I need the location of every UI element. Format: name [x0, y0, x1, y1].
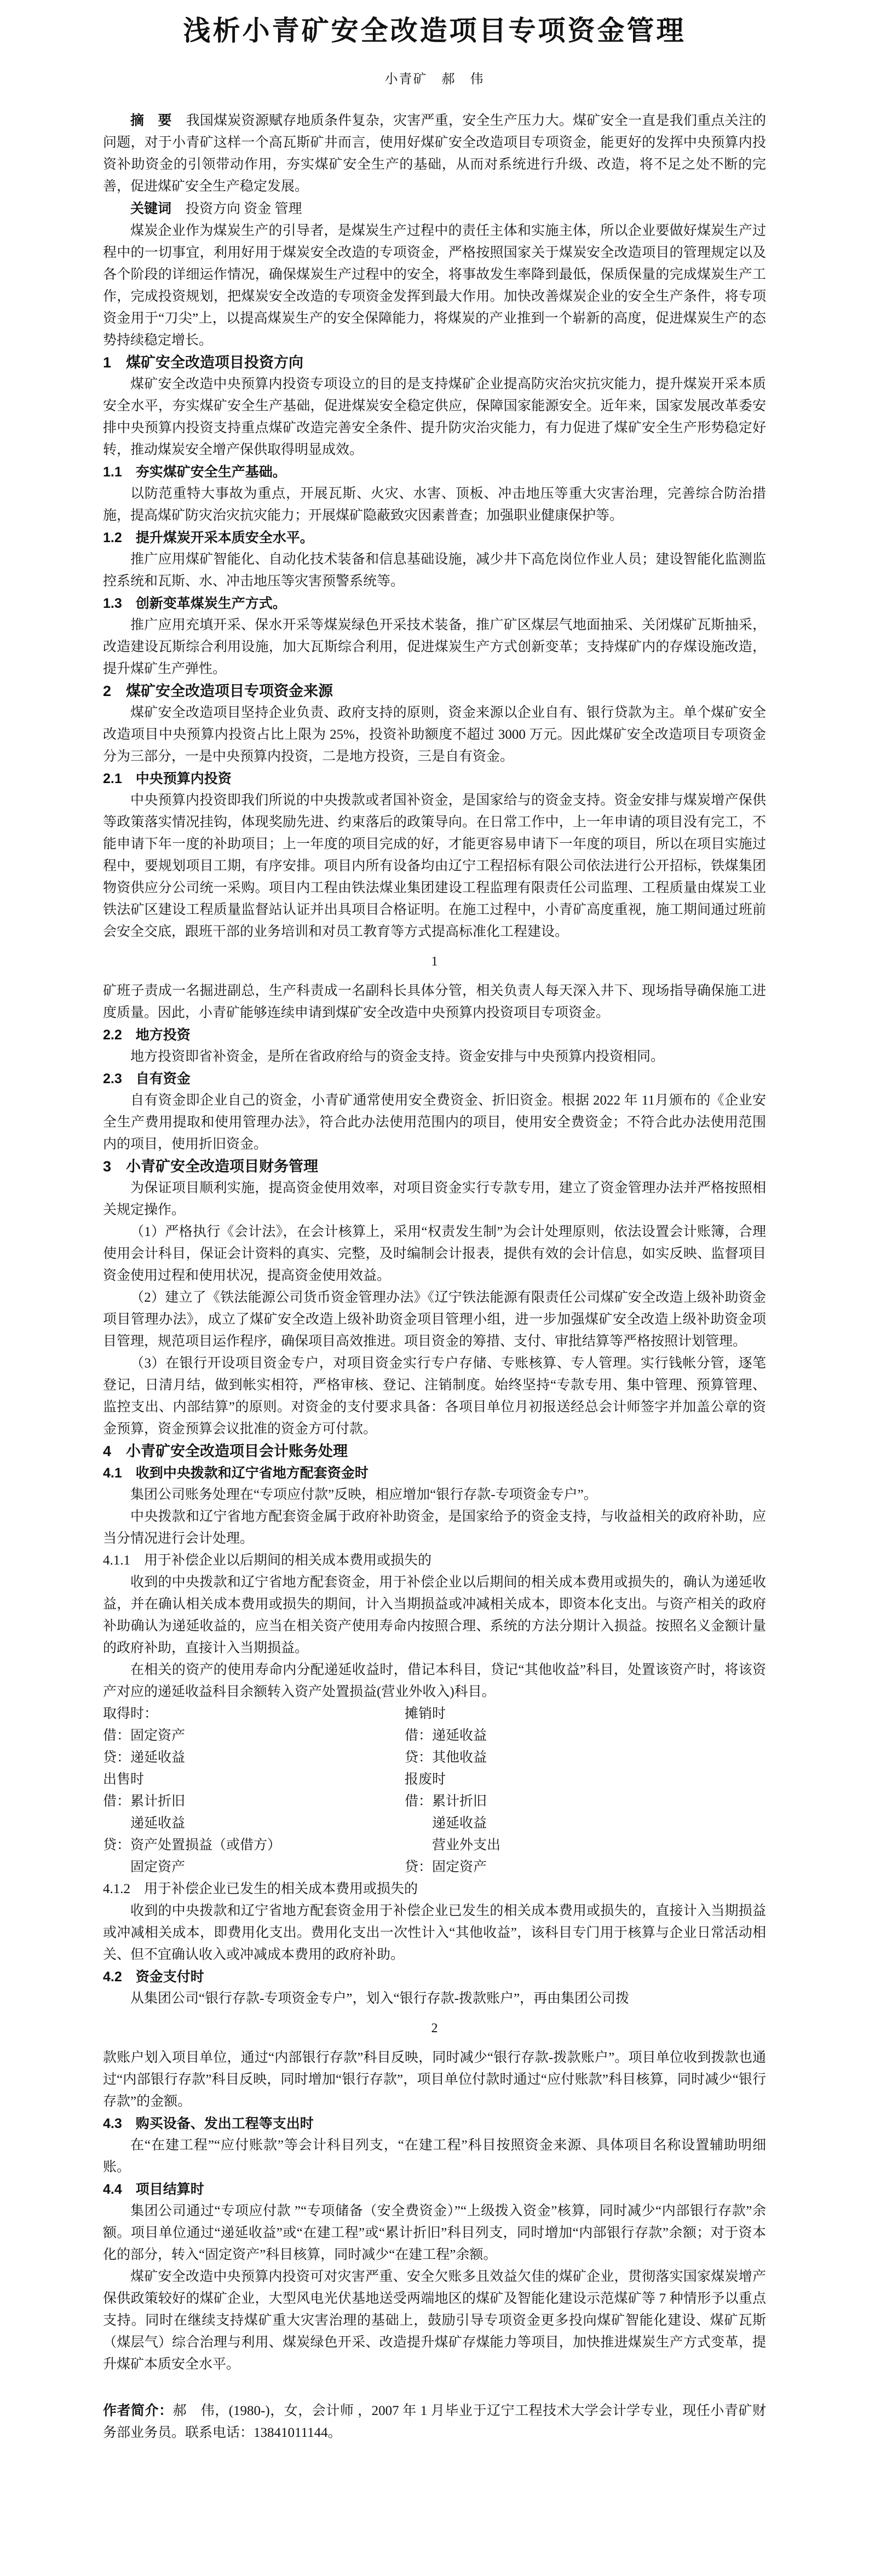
journal-column-left: [103, 1703, 405, 1878]
journal-entry-line: 取得时：: [103, 1706, 158, 1721]
journal-entry-line: 借：累计折旧: [405, 1794, 487, 1809]
paragraph: 煤矿安全改造中央预算内投资可对灾害严重、安全欠账多且效益欠佳的煤矿企业，贯彻落实国家煤炭增产保供政策较好的煤矿企业，大型风电光伏基地送受两端地区的煤矿及智能化建设示范煤矿等 7 种情形予以重点支持。同时在继续支持煤矿重大灾害治理的基础上，鼓励引导专项资金更多投向煤矿智能化建设、煤矿瓦斯（煤层气）综合治理与利用、煤炭绿色开采、改造提升煤矿存煤能力等项目，加快推进煤炭生产方式变革，提升煤矿本质安全水平。: [103, 2269, 766, 2372]
subsection-heading: 1.3 创新变革煤炭生产方式。: [103, 596, 286, 611]
paragraph: 集团公司通过“专项应付款 ”“专项储备（安全费资金）”“上级拨入资金”核算，同时减少“内部银行存款”余额。项目单位通过“递延收益”或“在建工程”或“累计折旧”科目列支，同时增加“内部银行存款”余额；对于资本化的部分，转入“固定资产”科目核算，同时减少“在建工程”余额。: [103, 2204, 766, 2262]
paragraph: 地方投资即省补资金，是所在省政府给与的资金支持。资金安排与中央预算内投资相同。: [130, 1049, 665, 1064]
abstract-label: 摘 要: [130, 113, 172, 128]
section-heading: 2 煤矿安全改造项目专项资金来源: [103, 683, 333, 699]
subsubsection-heading: 4.1.1 用于补偿企业以后期间的相关成本费用或损失的: [103, 1553, 432, 1568]
paragraph: 推广应用充填开采、保水开采等煤炭绿色开采技术装备，推广矿区煤层气地面抽采、关闭煤矿瓦斯抽采，改造建设瓦斯综合利用设施，加大瓦斯综合利用，促进煤炭生产方式创新变革；支持煤矿内的存煤设施改造，提升煤矿生产弹性。: [103, 618, 766, 676]
journal-entry-line: 贷：固定资产: [405, 1860, 487, 1875]
paragraph: 为保证项目顺利实施，提高资金使用效率，对项目资金实行专款专用，建立了资金管理办法并严格按照相关规定操作。: [103, 1181, 766, 1217]
journal-entry-line: 出售时: [103, 1772, 145, 1787]
paragraph: 煤炭企业作为煤炭生产的引导者，是煤炭生产过程中的责任主体和实施主体，所以企业要做好煤炭生产过程中的一切事宜，利用好用于煤炭安全改造的专项资金，严格按照国家关于煤炭安全改造项目的管理规定以及各个阶段的详细运作情况，确保煤炭生产过程中的安全，将事故发生率降到最低，保质保量的完成煤炭生产工作，完成投资规划，把煤炭安全改造的专项资金发挥到最大作用。加快改善煤炭企业的安全生产条件，将专项资金用于“刀尖”上，以提高煤炭生产的安全保障能力，将煤炭的产业推到一个崭新的高度，促进煤炭生产的态势持续稳定增长。: [103, 223, 766, 348]
section-heading: 1 煤矿安全改造项目投资方向: [103, 354, 304, 371]
subsection-heading: 4.3 购买设备、发出工程等支出时: [103, 2116, 314, 2131]
page-number: 2: [431, 2021, 438, 2036]
paragraph: 矿班子责成一名掘进副总，生产科责成一名副科长具体分管，相关负责人每天深入井下、现场指导确保施工进度质量。因此，小青矿能够连续申请到煤矿安全改造中央预算内投资项目专项资金。: [103, 984, 766, 1020]
paragraph: 以防范重特大事故为重点，开展瓦斯、火灾、水害、顶板、冲击地压等重大灾害治理，完善综合防治措施，提高煤矿防灾治灾抗灾能力；开展煤矿隐蔽致灾因素普查；加强职业健康保护等。: [103, 486, 766, 523]
author-bio-text: 郝 伟，(1980-)，女，会计师 ，2007 年 1 月毕业于辽宁工程技术大学会计学专业，现任小青矿财务部业务员。联系电话：13841011144。: [103, 2404, 766, 2440]
journal-entry-line: 营业外支出: [405, 1838, 501, 1853]
section-heading: 4 小青矿安全改造项目会计账务处理: [103, 1443, 348, 1459]
paper-title: 浅析小青矿安全改造项目专项资金管理: [183, 15, 686, 46]
paragraph: （2）建立了《铁法能源公司货币资金管理办法》《辽宁铁法能源有限责任公司煤矿安全改造上级补助资金项目管理办法》，成立了煤矿安全改造上级补助资金项目管理小组，进一步加强煤矿安全改造上级补助资金项目管理，规范项目运作程序，确保项目高效推进。项目资金的筹措、支付、审批结算等严格按照计划管理。: [103, 1290, 766, 1349]
keywords-line-label: 关键词: [130, 201, 172, 216]
journal-entry-line: 递延收益: [405, 1816, 487, 1831]
paragraph: 中央拨款和辽宁省地方配套资金属于政府补助资金，是国家给予的资金支持，与收益相关的政府补助，应当分情况进行会计处理。: [103, 1509, 766, 1546]
paragraph: 收到的中央拨款和辽宁省地方配套资金，用于补偿企业以后期间的相关成本费用或损失的，确认为递延收益，并在确认相关成本费用或损失的期间，计入当期损益或冲减相关成本，即资本化支出。与资产相关的政府补助确认为递延收益的，应当在相关资产使用寿命内按照合理、系统的方法分期计入损益。按照名义金额计量的政府补助，直接计入当期损益。: [103, 1575, 766, 1655]
abstract-text: 我国煤炭资源赋存地质条件复杂，灾害严重，安全生产压力大。煤矿安全一直是我们重点关注的问题，对于小青矿这样一个高瓦斯矿井而言，使用好煤矿安全改造项目专项资金，能更好的发挥中央预算内投资补助资金的引领带动作用，夯实煤矿安全生产的基础，从而对系统进行升级、改造，将不足之处不断的完善，促进煤矿安全生产稳定发展。: [103, 113, 766, 194]
paragraph: 中央预算内投资即我们所说的中央拨款或者国补资金，是国家给与的资金支持。资金安排与煤炭增产保供等政策落实情况挂钩，体现奖励先进、约束落后的政策导向。在日常工作中，上一年申请的项目没有完工，不能申请下年一度的补助项目；上一年度的项目完成的好，才能更容易申请下一年度的项目，所以在项目实施过程中，要规划项目工期，有序安排。项目内所有设备均由辽宁工程招标有限公司依法进行公开招标，铁煤集团物资供应分公司统一采购。项目内工程由铁法煤业集团建设工程监理有限责任公司监理、工程质量由煤炭工业铁法矿区建设工程质量监督站认证并出具项目合格证明。在施工过程中，小青矿高度重视，施工期间通过班前会安全交底，跟班干部的业务培训和对员工教育等方式提高标准化工程建设。: [103, 793, 766, 939]
journal-entry-line: 摊销时: [405, 1706, 446, 1721]
author-bio-label: 作者简介：: [103, 2403, 173, 2418]
subsection-heading: 4.1 收到中央拨款和辽宁省地方配套资金时: [103, 1465, 369, 1481]
subsection-heading: 2.3 自有资金: [103, 1071, 191, 1086]
abstract: [103, 110, 766, 198]
subsection-heading: 4.4 项目结算时: [103, 2182, 204, 2197]
keywords-line-text: 投资方向 资金 管理: [186, 202, 302, 216]
journal-entry-line: 借：累计折旧: [103, 1794, 186, 1809]
subsection-heading: 2.1 中央预算内投资: [103, 771, 232, 786]
paragraph: 推广应用煤矿智能化、自动化技术装备和信息基础设施，减少井下高危岗位作业人员；建设智能化监测监控系统和瓦斯、水、冲击地压等灾害预警系统等。: [103, 552, 766, 589]
subsection-heading: 4.2 资金支付时: [103, 1969, 204, 1985]
journal-entry-line: 贷：其他收益: [405, 1750, 487, 1765]
subsection-heading: 1.2 提升煤炭开采本质安全水平。: [103, 530, 314, 545]
journal-entry-line: 递延收益: [103, 1816, 186, 1831]
page-number: 1: [431, 955, 438, 969]
section-heading: 3 小青矿安全改造项目财务管理: [103, 1158, 319, 1175]
subsubsection-heading: 4.1.2 用于补偿企业已发生的相关成本费用或损失的: [103, 1882, 418, 1896]
journal-entries: [103, 1703, 766, 1878]
paragraph: 在相关的资产的使用寿命内分配递延收益时，借记本科目，贷记“其他收益”科目，处置该资产时，将该资产对应的递延收益科目余额转入资产处置损益(营业外收入)科目。: [103, 1663, 766, 1699]
subsection-heading: 2.2 地方投资: [103, 1027, 191, 1043]
journal-entry-line: 报废时: [405, 1772, 446, 1787]
subsection-heading: 1.1 夯实煤矿安全生产基础。: [103, 464, 286, 480]
journal-entry-line: 借：递延收益: [405, 1728, 487, 1743]
author-line: 小青矿 郝 伟: [384, 72, 485, 87]
author-bio: [103, 2400, 766, 2444]
paragraph: （3）在银行开设项目资金专户，对项目资金实行专户存储、专账核算、专人管理。实行钱帐分管，逐笔登记，日清月结，做到帐实相符，严格审核、登记、注销制度。始终坚持“专款专用、集中管理、预算管理、监控支出、内部结算”的原则。对资金的支付要求具备：各项目单位月初报送经总会计师签字并加盖公章的资金预算，资金预算会议批准的资金方可付款。: [103, 1356, 766, 1436]
paragraph: （1）严格执行《会计法》，在会计核算上，采用“权责发生制”为会计处理原则，依法设置会计账簿，合理使用会计科目，保证会计资料的真实、完整，及时编制会计报表，提供有效的会计信息，如实反映、监督项目资金使用过程和使用状况，提高资金使用效益。: [103, 1224, 766, 1283]
paragraph: 从集团公司“银行存款-专项资金专户”，划入“银行存款-拨款账户”，再由集团公司拨: [130, 1991, 630, 2006]
paragraph: 集团公司账务处理在“专项应付款”反映，相应增加“银行存款-专项资金专户”。: [130, 1487, 597, 1502]
keywords-line: [103, 198, 766, 220]
journal-column-right: [405, 1703, 766, 1878]
paragraph: 煤矿安全改造项目坚持企业负责、政府支持的原则，资金来源以企业自有、银行贷款为主。单个煤矿安全改造项目中央预算内投资占比上限为 25%，投资补助额度不超过 3000 万元。因此煤矿安全改造项目专项资金分为三部分，一是中央预算内投资，二是地方投资，三是自有资金。: [103, 705, 766, 764]
journal-entry-line: 贷：递延收益: [103, 1750, 186, 1765]
paragraph: 款账户划入项目单位，通过“内部银行存款”科目反映，同时减少“银行存款-拨款账户”。项目单位收到拨款也通过“内部银行存款”科目反映，同时增加“银行存款”，项目单位付款时通过“应付账款”科目核算，同时减少“银行存款”的金额。: [103, 2050, 766, 2109]
journal-entry-line: 借：固定资产: [103, 1728, 186, 1743]
paragraph: 自有资金即企业自己的资金，小青矿通常使用安全费资金、折旧资金。根据 2022 年 11月颁布的《企业安全生产费用提取和使用管理办法》，符合此办法使用范围内的项目，使用安全费资金；不符合此办法使用范围内的项目，使用折旧资金。: [103, 1093, 766, 1152]
paragraph: 收到的中央拨款和辽宁省地方配套资金用于补偿企业已发生的相关成本费用或损失的，直接计入当期损益或冲减相关成本，即费用化支出。费用化支出一次性计入“其他收益”，该科目专门用于核算与企业日常活动相关、但不宜确认收入或冲减成本费用的政府补助。: [103, 1904, 766, 1962]
journal-entry-line: 贷：资产处置损益（或借方）: [103, 1838, 281, 1853]
paragraph: 在“在建工程”“应付账款”等会计科目列支，“在建工程”科目按照资金来源、具体项目名称设置辅助明细账。: [103, 2138, 766, 2175]
journal-entry-line: 固定资产: [103, 1860, 186, 1875]
paragraph: 煤矿安全改造中央预算内投资专项设立的目的是支持煤矿企业提高防灾治灾抗灾能力，提升煤炭开采本质安全水平，夯实煤矿安全生产基础，促进煤炭安全稳定供应，保障国家能源安全。近年来，国家发展改革委安排中央预算内投资支持重点煤矿改造完善安全条件、提升防灾治灾能力，有力促进了煤矿安全生产形势稳定好转，推动煤炭安全增产保供取得明显成效。: [103, 377, 766, 457]
